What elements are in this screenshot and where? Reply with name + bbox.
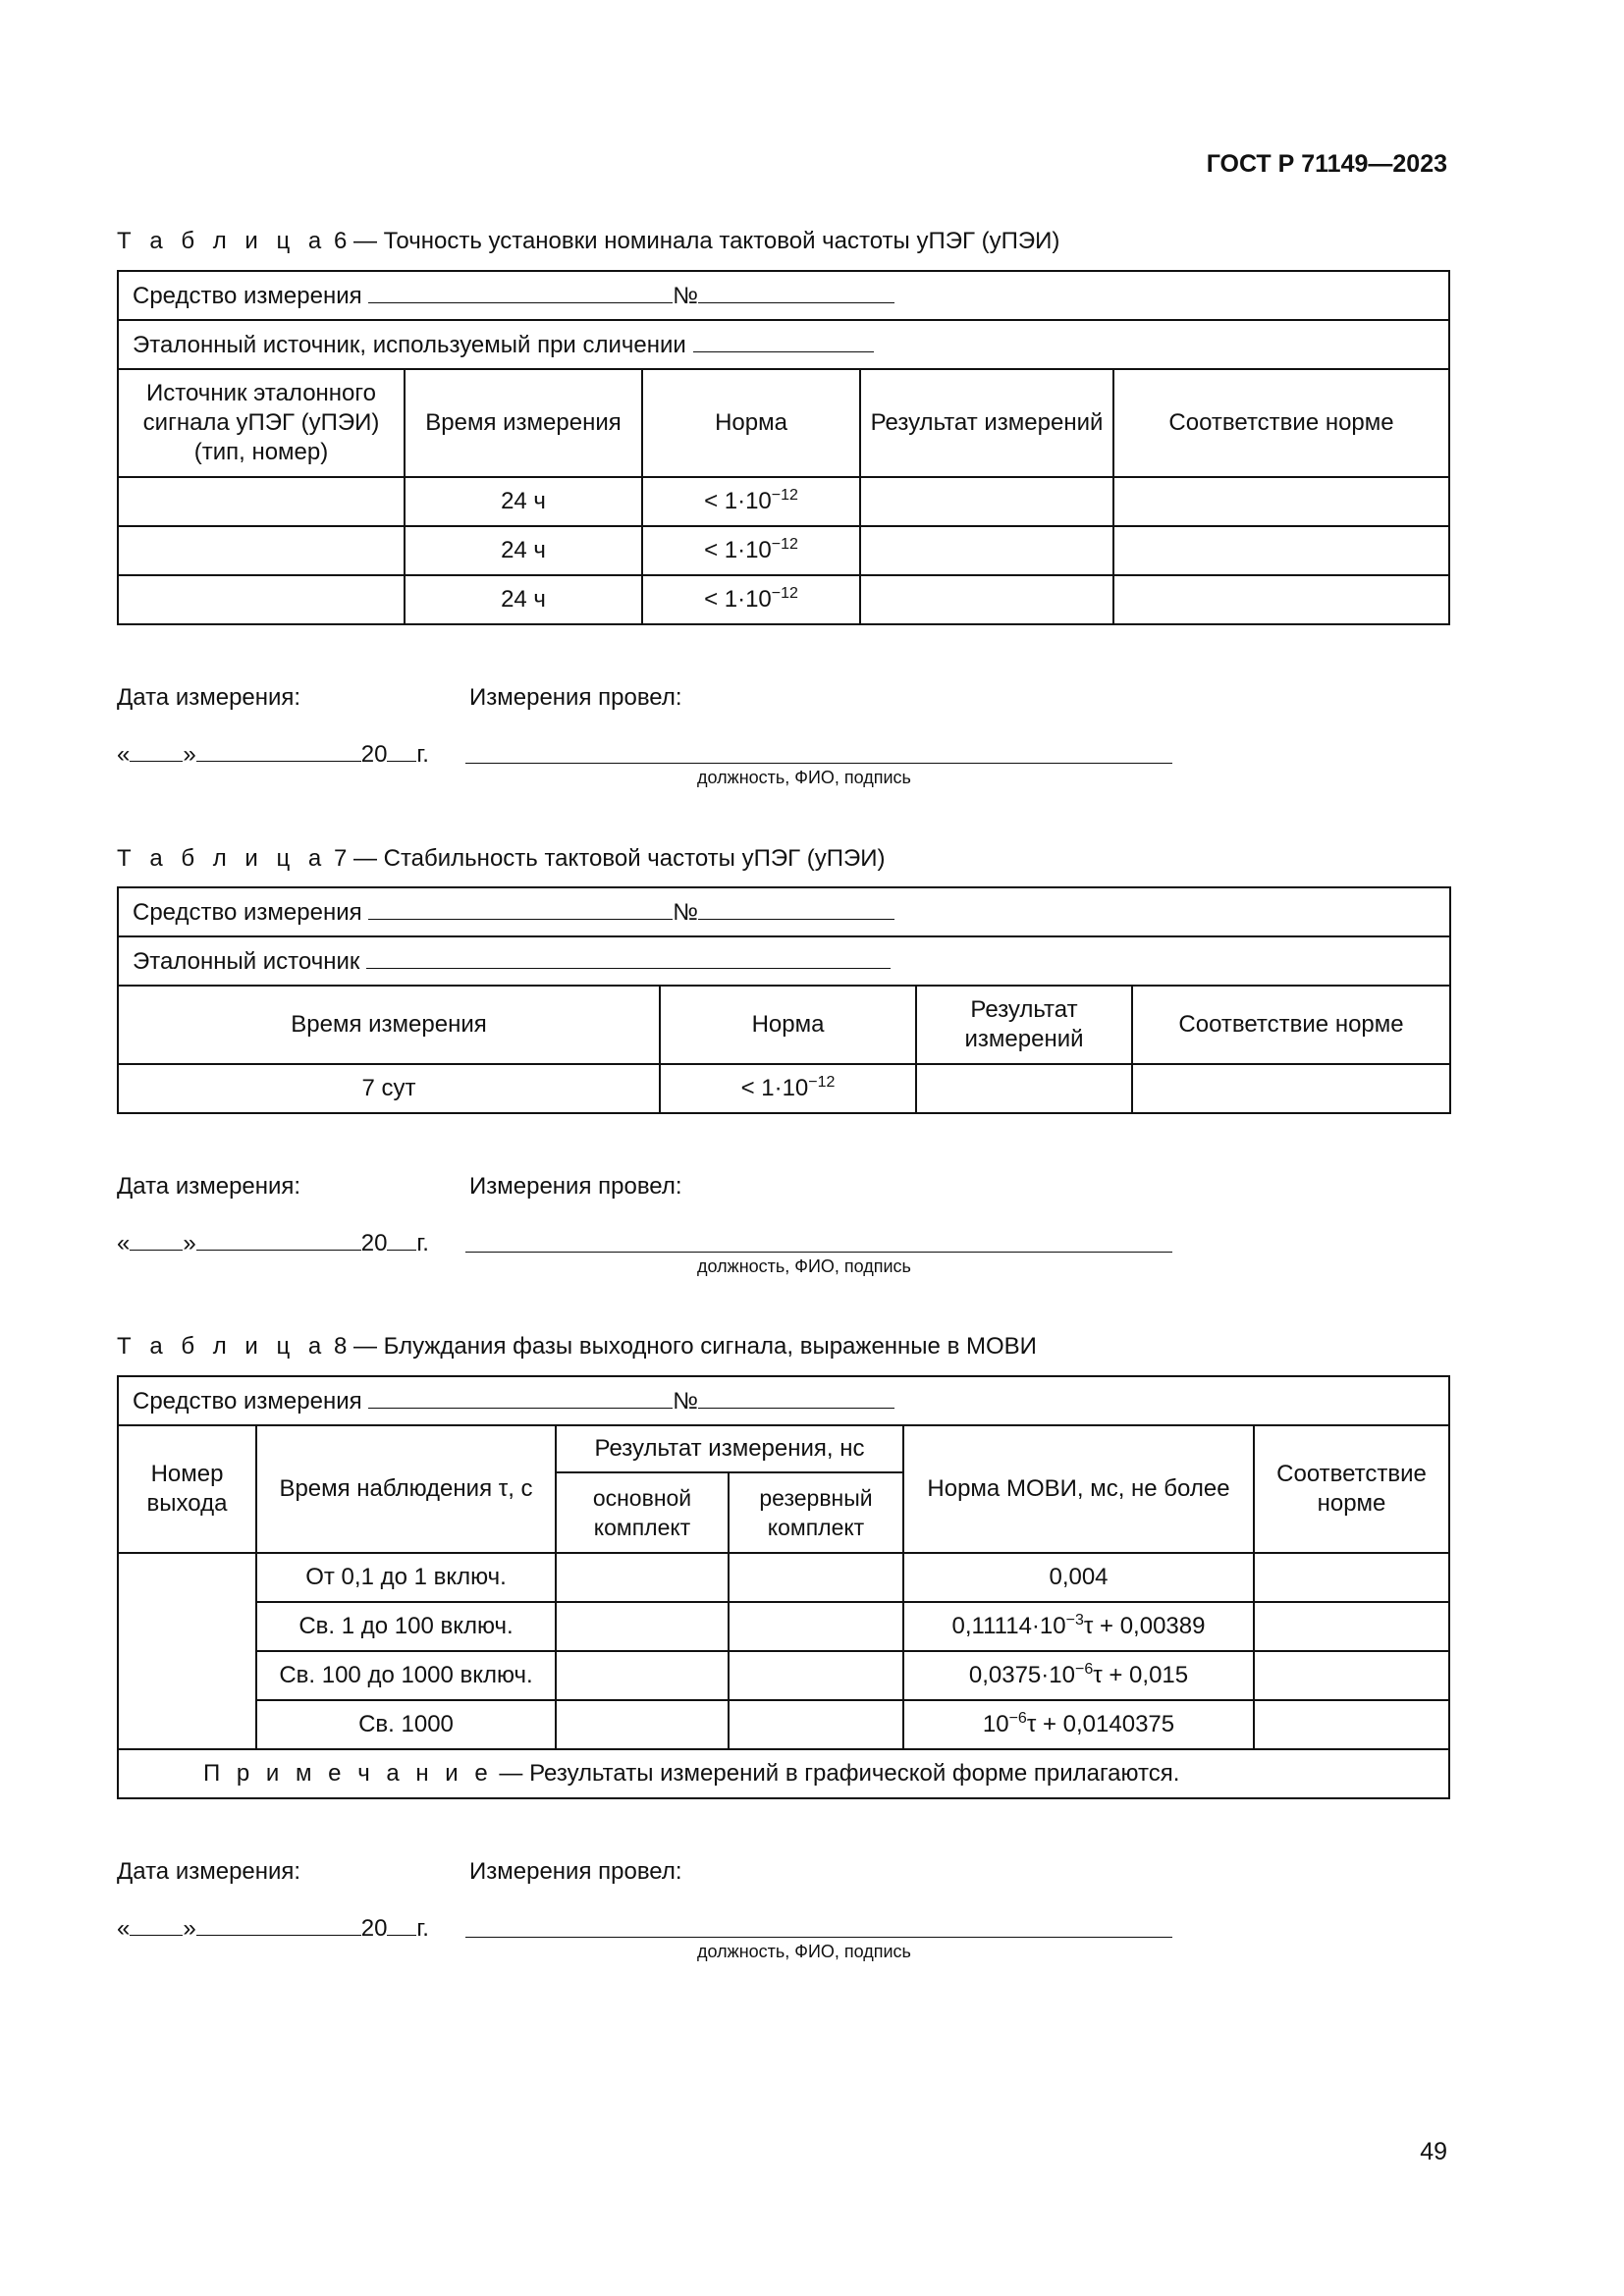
table8-note-label: П р и м е ч а н и е [203,1760,493,1787]
table6-cell-norm: < $1\cdot 10^{-12}$ [642,575,860,624]
table8-instrument-label: Средство измерения [133,1387,362,1415]
table-row [118,1064,1450,1113]
table8-instrument-field[interactable] [368,1386,673,1409]
table-row [118,526,1449,575]
signature-caption: должность, ФИО, подпись [697,768,911,787]
table8-cell-main[interactable] [556,1553,729,1602]
table7-reference-row [118,936,1450,986]
table7-reference-label: Эталонный источник [133,947,360,975]
table6-reference-label: Эталонный источник, используемый при сличении [133,331,686,358]
standard-code: ГОСТ Р 71149—2023 [1206,150,1447,178]
table7-header-time: Время измерения [118,986,660,1064]
table8-cell-time: Св. 1 до 100 включ. [256,1602,556,1651]
table8-cell-compliance[interactable] [1254,1553,1449,1602]
table8-cell-norm: 0,004 [903,1553,1254,1602]
table-row [118,1553,1449,1602]
table8-caption-label: Т а б л и ц а [117,1333,328,1360]
table8-cell-reserve[interactable] [729,1553,903,1602]
table7-number-field[interactable] [698,897,894,920]
table8-header-reserve: резервный комплект [729,1472,903,1553]
table7-instrument-label: Средство измерения [133,898,362,926]
table7-instrument-field[interactable] [368,897,673,920]
table6-cell-result[interactable] [860,477,1113,526]
table7-caption-text: 7 — Стабильность тактовой частоты уПЭГ (уПЭИ) [333,845,886,872]
table8-cell-time: От 0,1 до 1 включ. [256,1553,556,1602]
table6-header-source: Источник эталонного сигнала уПЭГ (уПЭИ) (тип, номер) [118,369,405,477]
table6-cell-norm: < $1\cdot 10^{-12}$ [642,477,860,526]
table6-cell-source[interactable] [118,526,405,575]
table6-number-label: № [673,282,699,309]
table8-cell-norm: $0,0375\cdot 10^{-6}\tau + 0,015$ [903,1651,1254,1700]
table8-note [118,1749,1449,1798]
table6-reference-row [118,320,1449,369]
table6-caption [117,228,1059,255]
table6-cell-time: 24 ч [405,477,642,526]
table8-cell-main[interactable] [556,1602,729,1651]
table8-caption [117,1333,1037,1361]
table6-cell-result[interactable] [860,526,1113,575]
table6-cell-time: 24 ч [405,526,642,575]
table8-number-field[interactable] [698,1386,894,1409]
table7-cell-compliance[interactable] [1132,1064,1450,1113]
table8-note-text: — Результаты измерений в графической форме прилагаются. [492,1760,1180,1787]
table6-header-time: Время измерения [405,369,642,477]
table6-cell-result[interactable] [860,575,1113,624]
table6-number-field[interactable] [698,281,894,303]
table6-header-norm: Норма [642,369,860,477]
date-label: Дата измерения: [117,684,301,711]
table7-cell-norm: < $1\cdot 10^{-12}$ [660,1064,916,1113]
page-number: 49 [1420,2138,1447,2165]
table6 [117,270,1450,625]
table8-cell-compliance[interactable] [1254,1700,1449,1749]
table8-cell-compliance[interactable] [1254,1602,1449,1651]
table8-cell-compliance[interactable] [1254,1651,1449,1700]
table6-cell-source[interactable] [118,477,405,526]
table6-instrument-field[interactable] [368,281,673,303]
table7 [117,886,1451,1114]
table7-caption-label: Т а б л и ц а [117,845,328,872]
table-row [118,1700,1449,1749]
table6-cell-source[interactable] [118,575,405,624]
table7-header-result: Результат измерений [916,986,1132,1064]
table-row [118,1651,1449,1700]
table6-reference-field[interactable] [693,330,874,352]
table8-header-result: Результат измерения, нс [556,1425,903,1472]
table6-header-result: Результат измерений [860,369,1113,477]
performer-label: Измерения провел: [469,1858,682,1885]
table-row [118,1602,1449,1651]
table8-cell-main[interactable] [556,1700,729,1749]
table-row [118,477,1449,526]
table8-cell-norm: $10^{-6}\tau + 0,0140375$ [903,1700,1254,1749]
date-fill[interactable]: « » 20 г. [117,1915,429,1942]
table8-header-norm: Норма МОВИ, мс, не более [903,1425,1254,1553]
performer-label: Измерения провел: [469,684,682,711]
table6-caption-text: 6 — Точность установки номинала тактовой частоты уПЭГ (уПЭИ) [333,228,1060,254]
table7-reference-field[interactable] [366,946,891,969]
table7-instrument-row [118,887,1450,936]
table8-cell-time: Св. 100 до 1000 включ. [256,1651,556,1700]
table6-header-compliance: Соответствие норме [1113,369,1449,477]
signature-line[interactable] [465,763,1172,764]
table8-header-compliance: Соответствие норме [1254,1425,1449,1553]
table8-cell-reserve[interactable] [729,1602,903,1651]
table8-cell-output[interactable] [118,1553,256,1749]
table8-cell-reserve[interactable] [729,1651,903,1700]
table6-cell-compliance[interactable] [1113,575,1449,624]
table8-header-time: Время наблюдения τ, с [256,1425,556,1553]
table6-cell-time: 24 ч [405,575,642,624]
table7-header-compliance: Соответствие норме [1132,986,1450,1064]
table6-cell-norm: < $1\cdot 10^{-12}$ [642,526,860,575]
table8-cell-main[interactable] [556,1651,729,1700]
signature-caption: должность, ФИО, подпись [697,1256,911,1276]
date-label: Дата измерения: [117,1858,301,1885]
table6-instrument-label: Средство измерения [133,282,362,309]
signature-line[interactable] [465,1937,1172,1938]
table7-number-label: № [673,898,699,926]
signature-line[interactable] [465,1252,1172,1253]
table7-header-norm: Норма [660,986,916,1064]
table8 [117,1375,1450,1799]
table8-caption-text: 8 — Блуждания фазы выходного сигнала, выраженные в МОВИ [333,1333,1037,1360]
table7-cell-result[interactable] [916,1064,1132,1113]
table6-caption-label: Т а б л и ц а [117,228,328,254]
date-fill[interactable]: « » 20 г. [117,741,429,768]
table6-cell-compliance[interactable] [1113,477,1449,526]
table7-caption [117,845,885,873]
table8-header-main: основной комплект [556,1472,729,1553]
table8-cell-reserve[interactable] [729,1700,903,1749]
performer-label: Измерения провел: [469,1173,682,1200]
table6-cell-compliance[interactable] [1113,526,1449,575]
table8-number-label: № [673,1387,699,1415]
table8-cell-time: Св. 1000 [256,1700,556,1749]
table8-cell-norm: $0,11114\cdot 10^{-3}\tau + 0,00389$ [903,1602,1254,1651]
signature-caption: должность, ФИО, подпись [697,1942,911,1961]
table-row [118,575,1449,624]
date-fill[interactable]: « » 20 г. [117,1230,429,1256]
table8-header-output: Номер выхода [118,1425,256,1553]
table6-instrument-row [118,271,1449,320]
table7-cell-time: 7 сут [118,1064,660,1113]
date-label: Дата измерения: [117,1173,301,1200]
table8-instrument-row [118,1376,1449,1425]
